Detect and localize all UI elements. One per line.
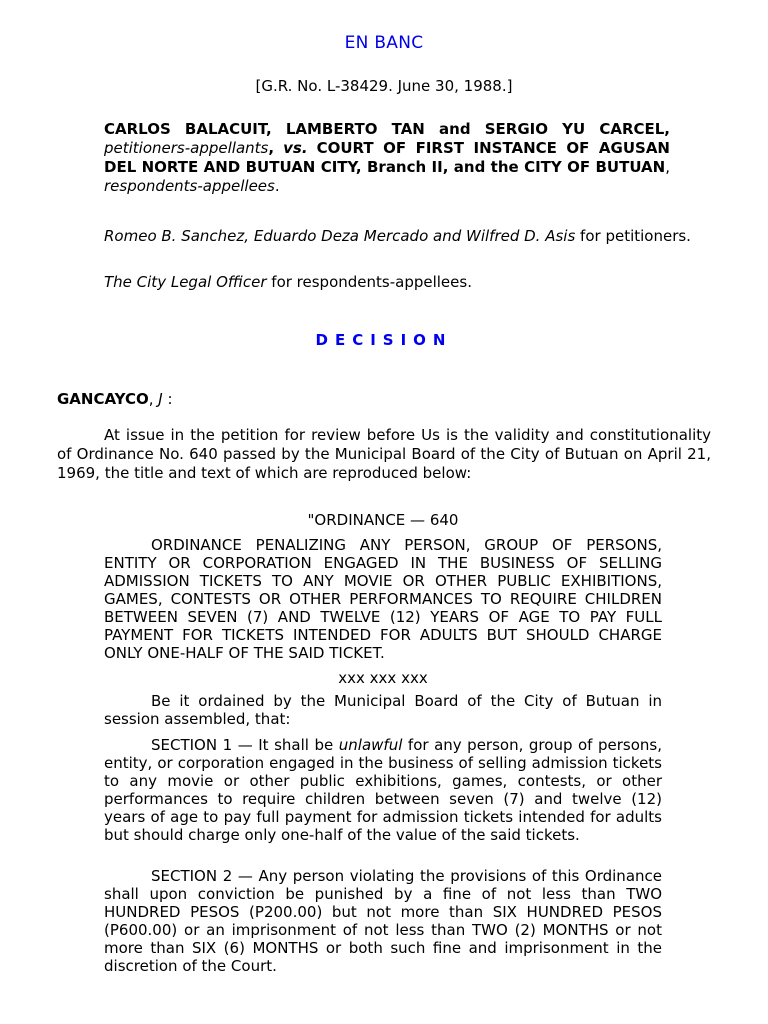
petitioners-counsel-names: Romeo B. Sanchez, Eduardo Deza Mercado and Wilfred D. Asis xyxy=(104,227,576,245)
respondents-names: COURT OF FIRST INSTANCE OF AGUSAN DEL NORTE AND BUTUAN CITY, Branch II, and the CITY OF BUTUAN xyxy=(104,139,670,176)
ponente: GANCAYCO, J : xyxy=(57,390,173,408)
respondents-counsel-name: The City Legal Officer xyxy=(104,273,267,291)
emphasis-unlawful: unlawful xyxy=(338,736,403,754)
versus: vs. xyxy=(283,139,308,157)
petitioners-counsel: Romeo B. Sanchez, Eduardo Deza Mercado and Wilfred D. Asis for petitioners. xyxy=(104,227,691,245)
ordinance-separator: xxx xxx xxx xyxy=(338,669,428,687)
ordinance-section-1: SECTION 1 — It shall be unlawful for any person, group of persons, entity, or corporation engaged in the business of selling admission tickets to any movie or other public exhibitions, games, contests, or other performances to require children between seven (7) and twelve (12) years of age to pay full payment for admission tickets intended for adults but should charge only one-half of the value of the said tickets. xyxy=(104,736,662,844)
caption-comma: , xyxy=(268,139,275,157)
decision-heading: DECISION xyxy=(315,331,453,349)
ponente-name: GANCAYCO xyxy=(57,390,149,408)
ponente-title: J xyxy=(158,390,163,408)
ordinance-heading: ORDINANCE PENALIZING ANY PERSON, GROUP OF PERSONS, ENTITY OR CORPORATION ENGAGED IN THE BUSINESS OF SELLING ADMISSION TICKETS TO ANY MOVIE OR OTHER PUBLIC EXHIBITIONS, GAMES, CONTESTS OR OTHER PERFORMANCES TO REQUIRE CHILDREN BETWEEN SEVEN (7) AND TWELVE (12) YEARS OF AGE TO PAY FULL PAYMENT FOR TICKETS INTENDED FOR ADULTS BUT SHOULD CHARGE ONLY ONE-HALF OF THE SAID TICKET. xyxy=(104,536,662,662)
case-number: [G.R. No. L-38429. June 30, 1988.] xyxy=(255,77,513,95)
ordinance-enacting-clause: Be it ordained by the Municipal Board of the City of Butuan in session assembled, that: xyxy=(104,692,662,728)
ordinance-title: "ORDINANCE — 640 xyxy=(307,511,459,529)
petitioners-role: petitioners-appellants xyxy=(104,139,269,157)
petitioners-names: CARLOS BALACUIT, LAMBERTO TAN and SERGIO YU CARCEL, xyxy=(104,120,670,138)
intro-paragraph: At issue in the petition for review before Us is the validity and constitutionality of Ordinance No. 640 passed by the Municipal Board of the City of Butuan on April 21, 1969, the title and text of which are reproduced below: xyxy=(57,426,711,482)
case-caption: CARLOS BALACUIT, LAMBERTO TAN and SERGIO YU CARCEL, petitioners-appellants, vs. COURT OF FIRST INSTANCE OF AGUSAN DEL NORTE AND BUTUAN CITY, Branch II, and the CITY OF BUTUAN, respondents-appellees. xyxy=(104,120,670,195)
ordinance-section-2: SECTION 2 — Any person violating the provisions of this Ordinance shall upon conviction be punished by a fine of not less than TWO HUNDRED PESOS (P200.00) but not more than SIX HUNDRED PESOS (P600.00) or an imprisonment of not less than TWO (2) MONTHS or not more than SIX (6) MONTHS or both such fine and imprisonment in the discretion of the Court. xyxy=(104,867,662,975)
respondents-role: respondents-appellees xyxy=(104,177,275,195)
court-division: EN BANC xyxy=(344,33,424,53)
respondents-counsel: The City Legal Officer for respondents-appellees. xyxy=(104,273,472,291)
